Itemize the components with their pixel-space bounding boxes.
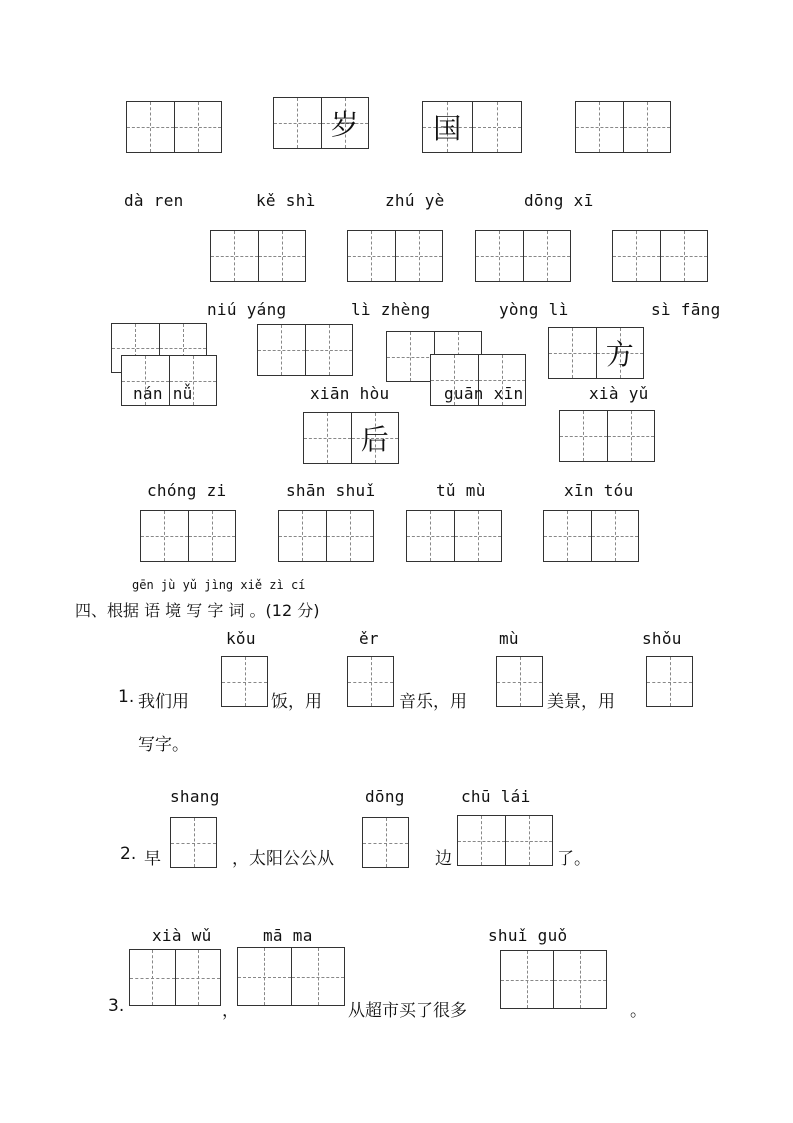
tianzige-grid[interactable]: [140, 510, 236, 562]
question-number: 1.: [118, 687, 135, 707]
pinyin-label: xīn tóu: [564, 481, 634, 500]
pinyin-label: xià yǔ: [589, 384, 649, 403]
tianzige-grid[interactable]: [406, 510, 502, 562]
pinyin-label: zhú yè: [385, 191, 445, 210]
heading-pinyin: gēn jù yǔ jìng xiě zì cí: [132, 578, 306, 592]
answer-box[interactable]: [646, 656, 693, 707]
pinyin-label: shuǐ guǒ: [488, 926, 568, 945]
tianzige-grid[interactable]: [548, 327, 644, 379]
question-text: 早: [144, 849, 161, 869]
answer-box[interactable]: [496, 656, 543, 707]
answer-box[interactable]: [347, 656, 394, 707]
question-text: 从超市买了很多: [348, 1001, 467, 1021]
question-text: 了。: [557, 849, 591, 869]
tianzige-grid[interactable]: [126, 101, 222, 153]
tianzige-grid[interactable]: [210, 230, 306, 282]
pinyin-label: niú yáng: [207, 300, 287, 319]
answer-box[interactable]: [237, 947, 345, 1006]
pinyin-label: mù: [499, 629, 519, 648]
tianzige-grid[interactable]: [303, 412, 399, 464]
grid-char: 方: [605, 338, 634, 371]
pinyin-label: chóng zi: [147, 481, 227, 500]
grid-char: 岁: [330, 108, 359, 141]
answer-box[interactable]: [457, 815, 553, 866]
pinyin-label: chū lái: [461, 787, 531, 806]
section-heading: 四、根据 语 境 写 字 词 。(12 分): [75, 601, 320, 620]
pinyin-label: ěr: [359, 629, 379, 648]
question-text: 美景，用: [547, 692, 615, 712]
answer-box[interactable]: [129, 949, 221, 1006]
question-text: ，太阳公公从: [232, 849, 334, 869]
pinyin-label: kǒu: [226, 629, 256, 648]
tianzige-grid[interactable]: [273, 97, 369, 149]
tianzige-grid[interactable]: [612, 230, 708, 282]
pinyin-label: dà ren: [124, 191, 184, 210]
question-text: 饭，用: [271, 692, 322, 712]
pinyin-label: mā ma: [263, 926, 313, 945]
question-text: ，: [222, 1001, 239, 1021]
answer-box[interactable]: [221, 656, 268, 707]
pinyin-label: xiān hòu: [310, 384, 390, 403]
pinyin-label: kě shì: [256, 191, 316, 210]
tianzige-grid[interactable]: [559, 410, 655, 462]
question-text: 我们用: [138, 692, 189, 712]
pinyin-label: shǒu: [642, 629, 682, 648]
tianzige-grid[interactable]: [257, 324, 353, 376]
question-number: 2.: [120, 844, 137, 864]
tianzige-grid[interactable]: [278, 510, 374, 562]
answer-box[interactable]: [500, 950, 607, 1009]
question-text: 写字。: [138, 735, 189, 755]
pinyin-label: guān xīn: [444, 384, 524, 403]
question-text: 。: [630, 1001, 647, 1021]
pinyin-label: dōng xī: [524, 191, 594, 210]
question-text: 边: [435, 849, 452, 869]
tianzige-grid[interactable]: [422, 101, 522, 153]
pinyin-label: shang: [170, 787, 220, 806]
question-number: 3.: [108, 996, 125, 1016]
pinyin-label: lì zhèng: [351, 300, 431, 319]
pinyin-label: tǔ mù: [436, 481, 486, 500]
answer-box[interactable]: [170, 817, 217, 868]
pinyin-label: yòng lì: [499, 300, 569, 319]
tianzige-grid[interactable]: [575, 101, 671, 153]
pinyin-label: dōng: [365, 787, 405, 806]
answer-box[interactable]: [362, 817, 409, 868]
pinyin-label: xià wǔ: [152, 926, 212, 945]
tianzige-grid[interactable]: [543, 510, 639, 562]
grid-char: 后: [360, 423, 389, 456]
question-text: 音乐，用: [399, 692, 467, 712]
pinyin-label: sì fāng: [651, 300, 721, 319]
tianzige-grid[interactable]: [347, 230, 443, 282]
pinyin-label: nán nǚ: [133, 384, 193, 403]
pinyin-label: shān shuǐ: [286, 481, 376, 500]
tianzige-grid[interactable]: [475, 230, 571, 282]
grid-char: 国: [433, 112, 462, 145]
